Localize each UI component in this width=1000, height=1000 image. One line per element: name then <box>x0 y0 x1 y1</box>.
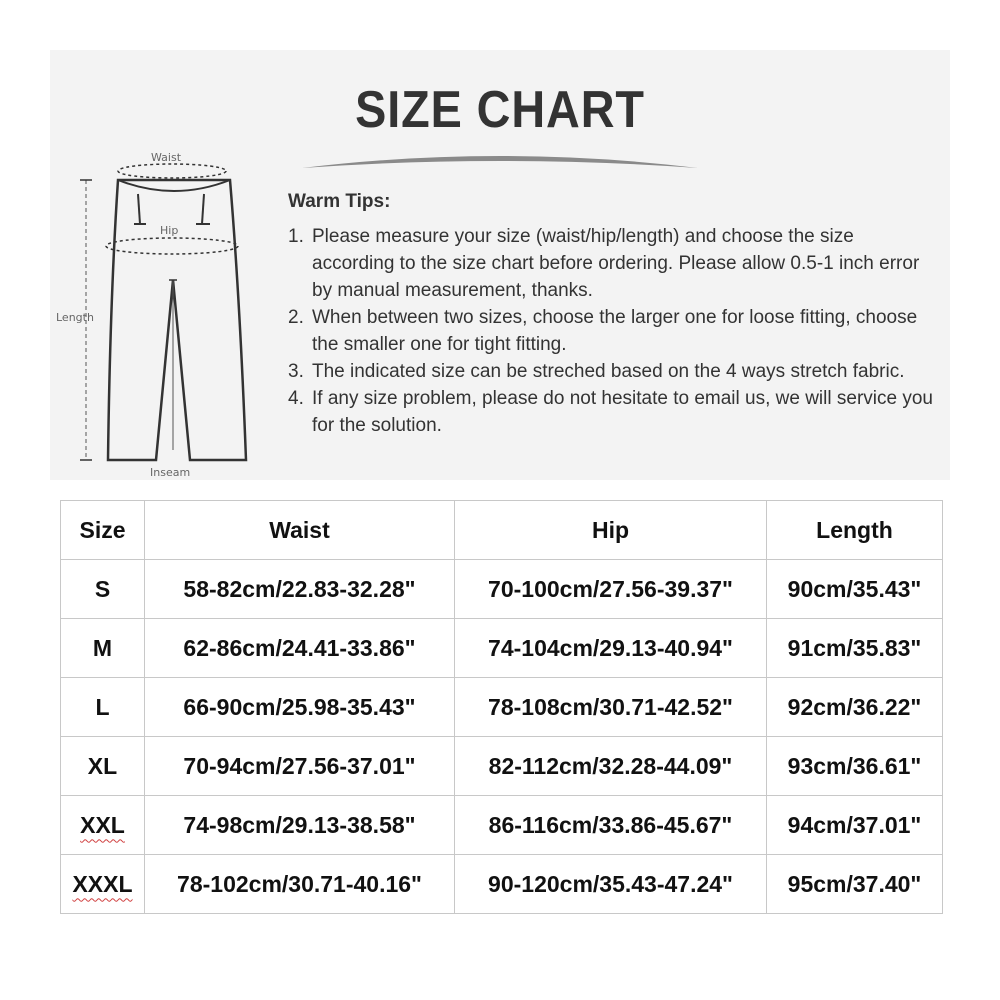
hip-cell: 70-100cm/27.56-39.37" <box>455 560 767 619</box>
tip-text: If any size problem, please do not hesitate to email us, we will service you for the solution. <box>312 388 933 436</box>
tip-item <box>288 358 938 385</box>
waist-cell: 74-98cm/29.13-38.58" <box>145 796 455 855</box>
length-cell: 92cm/36.22" <box>767 678 943 737</box>
hip-cell: 78-108cm/30.71-42.52" <box>455 678 767 737</box>
hip-measure-line <box>106 238 238 254</box>
header-size: Size <box>61 501 145 560</box>
length-cell: 90cm/35.43" <box>767 560 943 619</box>
table-header-row <box>61 501 943 560</box>
table-row <box>61 855 943 914</box>
waist-cell: 78-102cm/30.71-40.16" <box>145 855 455 914</box>
length-label: Length <box>56 311 94 324</box>
length-cell: 93cm/36.61" <box>767 737 943 796</box>
size-cell: L <box>61 678 145 737</box>
hip-cell: 74-104cm/29.13-40.94" <box>455 619 767 678</box>
header-length: Length <box>767 501 943 560</box>
waist-cell: 66-90cm/25.98-35.43" <box>145 678 455 737</box>
table-row <box>61 560 943 619</box>
waist-cell: 62-86cm/24.41-33.86" <box>145 619 455 678</box>
tip-number: 3. <box>288 361 304 382</box>
size-cell <box>61 796 145 855</box>
tip-item <box>288 304 938 358</box>
tip-number: 1. <box>288 226 304 247</box>
length-cell: 94cm/37.01" <box>767 796 943 855</box>
title-underline-swoosh <box>300 150 700 174</box>
size-cell: S <box>61 560 145 619</box>
hip-label: Hip <box>160 224 179 237</box>
size-label: XXXL <box>72 870 133 897</box>
table-row <box>61 678 943 737</box>
waist-cell: 58-82cm/22.83-32.28" <box>145 560 455 619</box>
warm-tips-heading: Warm Tips: <box>288 191 391 212</box>
header-waist: Waist <box>145 501 455 560</box>
tip-text: The indicated size can be streched based on the 4 ways stretch fabric. <box>312 361 905 382</box>
header-hip: Hip <box>455 501 767 560</box>
table-row <box>61 619 943 678</box>
tip-number: 2. <box>288 307 304 328</box>
hip-cell: 86-116cm/33.86-45.67" <box>455 796 767 855</box>
inseam-label: Inseam <box>150 466 191 479</box>
size-cell: M <box>61 619 145 678</box>
page-title: SIZE CHART <box>355 81 645 139</box>
tip-number: 4. <box>288 388 304 409</box>
hip-cell: 90-120cm/35.43-47.24" <box>455 855 767 914</box>
length-cell: 91cm/35.83" <box>767 619 943 678</box>
pants-diagram <box>50 150 280 480</box>
size-table <box>60 500 943 914</box>
hip-cell: 82-112cm/32.28-44.09" <box>455 737 767 796</box>
waist-measure-line <box>118 164 226 178</box>
tip-text: Please measure your size (waist/hip/length) and choose the size according to the size chart before ordering. Please allow 0.5-1 inch error by manual measurement, thanks. <box>312 226 920 301</box>
size-cell <box>61 855 145 914</box>
size-cell: XL <box>61 737 145 796</box>
tip-item <box>288 385 938 439</box>
table-row <box>61 737 943 796</box>
pants-outline <box>108 180 246 460</box>
warm-tips <box>288 188 938 439</box>
waist-label: Waist <box>151 151 182 164</box>
length-cell: 95cm/37.40" <box>767 855 943 914</box>
size-label: XXL <box>80 811 125 838</box>
tip-item <box>288 223 938 304</box>
waist-cell: 70-94cm/27.56-37.01" <box>145 737 455 796</box>
table-row <box>61 796 943 855</box>
tip-text: When between two sizes, choose the larger one for loose fitting, choose the smaller one for tight fitting. <box>312 307 918 355</box>
